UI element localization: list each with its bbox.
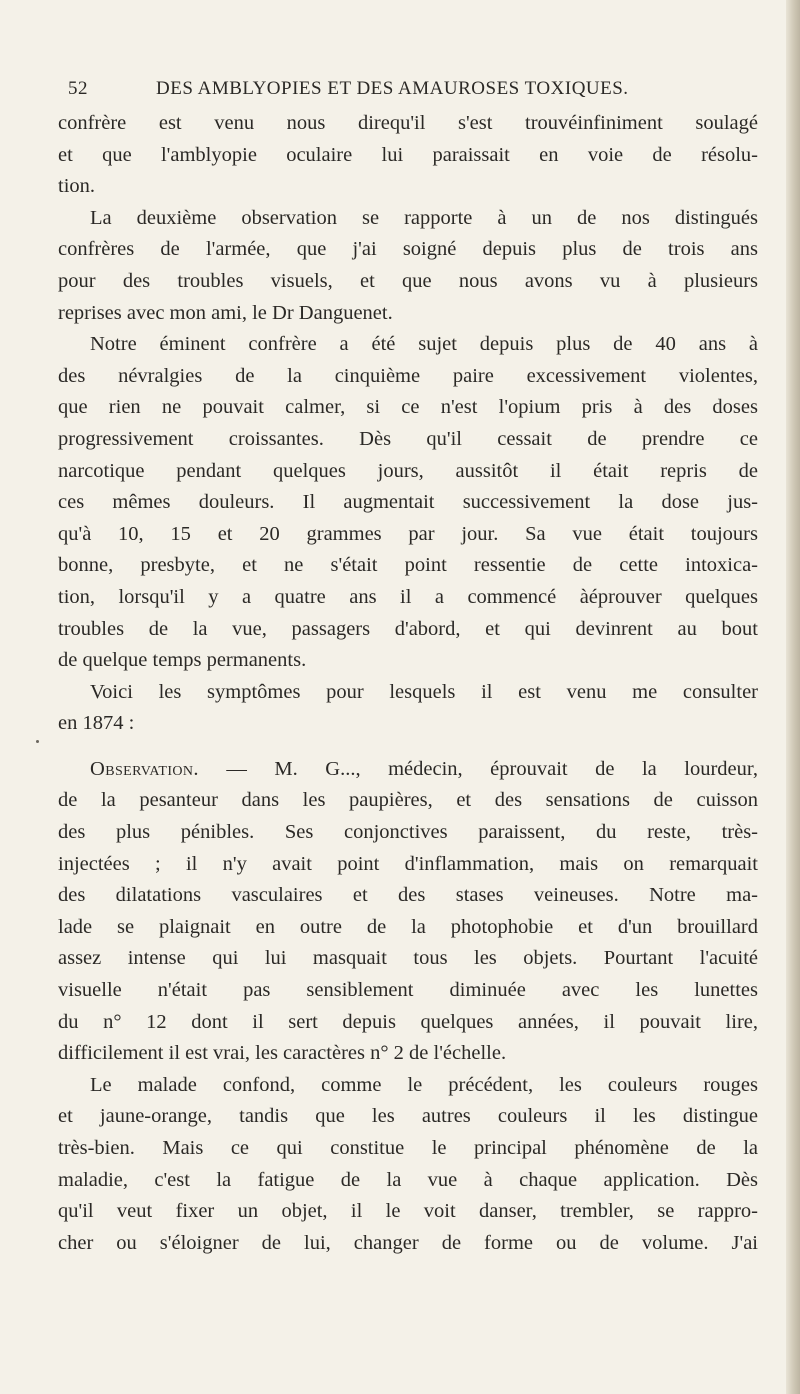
text-line: Le malade confond, comme le précédent, les couleurs rouges <box>90 1073 758 1096</box>
text-line: visuelle n'était pas sensiblement diminuée avec les lunettes <box>58 979 758 1002</box>
page-edge-shadow <box>786 0 800 1394</box>
margin-dot <box>36 740 39 743</box>
text-line: en 1874 : <box>58 712 135 735</box>
book-page <box>58 78 758 1259</box>
text-line: difficilement il est vrai, les caractères n° 2 de l'échelle. <box>58 1042 507 1065</box>
text-line: des dilatations vasculaires et des stases veineuses. Notre ma- <box>58 884 758 907</box>
text-line: Notre éminent confrère a été sujet depuis plus de 40 ans à <box>90 333 758 356</box>
text-line: maladie, c'est la fatigue de la vue à chaque application. Dès <box>58 1168 758 1191</box>
text-line: que rien ne pouvait calmer, si ce n'est l'opium pris à des doses <box>58 396 758 419</box>
text-line: ces mêmes douleurs. Il augmentait successivement la dose jus- <box>58 491 758 514</box>
observation-first-line-text: — M. G..., médecin, éprouvait de la lourdeur, <box>198 757 758 780</box>
text-line: et jaune-orange, tandis que les autres couleurs il les distingue <box>58 1105 758 1128</box>
text-line: des plus pénibles. Ses conjonctives paraissent, du reste, très- <box>58 821 758 844</box>
text-line: bonne, presbyte, et ne s'était point ressentie de cette intoxica- <box>58 554 758 577</box>
text-line: La deuxième observation se rapporte à un de nos distingués <box>90 206 758 229</box>
text-line: lade se plaignait en outre de la photophobie et d'un brouillard <box>58 915 758 938</box>
text-line: tion. <box>58 175 96 198</box>
text-line: reprises avec mon ami, le Dr Danguenet. <box>58 301 393 324</box>
text-line: pour des troubles visuels, et que nous avons vu à plusieurs <box>58 269 758 292</box>
text-line: de la pesanteur dans les paupières, et des sensations de cuisson <box>58 789 758 812</box>
text-line: narcotique pendant quelques jours, aussitôt il était repris de <box>58 459 758 482</box>
text-line: qu'il veut fixer un objet, il le voit danser, trembler, se rappro- <box>58 1200 758 1223</box>
text-line: Voici les symptômes pour lesquels il est venu me consulter <box>90 680 758 703</box>
text-line: assez intense qui lui masquait tous les objets. Pourtant l'acuité <box>58 947 758 970</box>
text-line: tion, lorsqu'il y a quatre ans il a commencé àéprouver quelques <box>58 585 758 608</box>
text-line: très-bien. Mais ce qui constitue le principal phénomène de la <box>58 1137 758 1159</box>
text-line: de quelque temps permanents. <box>58 649 307 672</box>
text-line: cher ou s'éloigner de lui, changer de forme ou de volume. J'ai <box>58 1231 758 1254</box>
text-line: et que l'amblyopie oculaire lui paraissait en voie de résolu- <box>58 143 758 166</box>
running-head-title: DES AMBLYOPIES ET DES AMAUROSES TOXIQUES. <box>156 78 629 99</box>
paragraph-gap <box>58 740 758 754</box>
body-text <box>58 108 758 1259</box>
observation-first-line <box>58 754 758 786</box>
text-line: confrères de l'armée, que j'ai soigné depuis plus de trois ans <box>58 238 758 261</box>
running-head <box>58 78 758 106</box>
page-number: 52 <box>68 78 88 99</box>
text-line: confrère est venu nous direqu'il s'est trouvéinfiniment soulagé <box>58 112 758 134</box>
observation-label: Observation. <box>90 757 199 780</box>
text-line: du n° 12 dont il sert depuis quelques années, il pouvait lire, <box>58 1010 758 1033</box>
text-line: progressivement croissantes. Dès qu'il cessait de prendre ce <box>58 427 758 450</box>
text-line: qu'à 10, 15 et 20 grammes par jour. Sa vue était toujours <box>58 522 758 545</box>
text-line: injectées ; il n'y avait point d'inflammation, mais on remarquait <box>58 852 758 875</box>
text-line: des névralgies de la cinquième paire excessivement violentes, <box>58 364 758 387</box>
text-line: troubles de la vue, passagers d'abord, et qui devinrent au bout <box>58 617 758 640</box>
